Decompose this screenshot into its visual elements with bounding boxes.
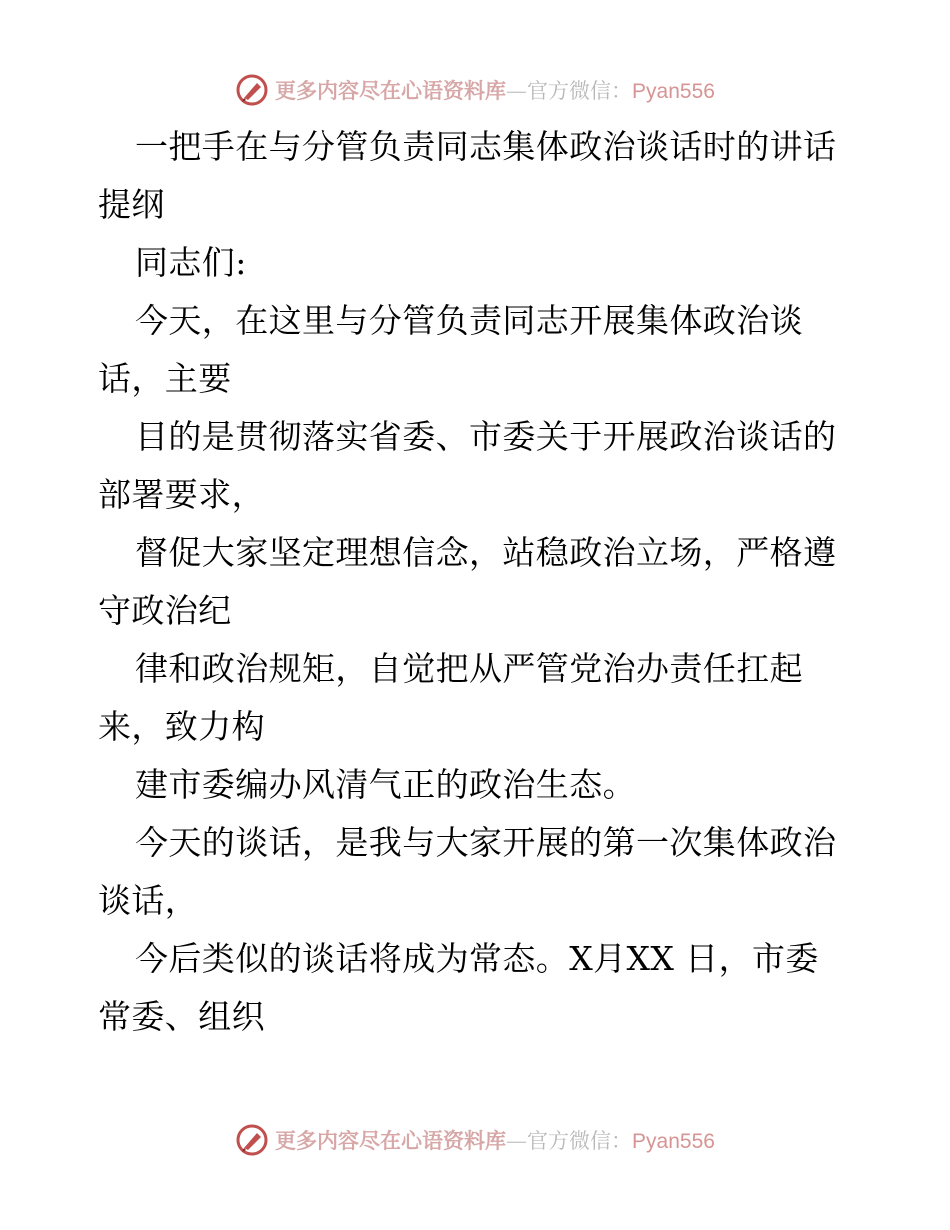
text-line: 话，主要 — [98, 359, 232, 398]
watermark-text — [275, 1125, 715, 1155]
watermark-dash: — — [506, 1129, 528, 1153]
watermark-wechat-id: Pyan556 — [632, 80, 715, 103]
header-watermark — [0, 70, 950, 110]
text-line: 谈话， — [98, 881, 199, 920]
watermark-site: 更多内容尽在心语资料库 — [275, 1128, 507, 1153]
text-line: 守政治纪 — [98, 591, 232, 630]
text-line: 同志们: — [135, 243, 247, 282]
watermark-dash: — — [506, 79, 528, 103]
text-line: 今后类似的谈话将成为常态。X月XX 日，市委 — [135, 939, 819, 978]
text-line: 今天的谈话，是我与大家开展的第一次集体政治 — [135, 823, 837, 862]
watermark-text — [275, 75, 715, 105]
document-title: 一把手在与分管负责同志集体政治谈话时的讲话 — [135, 127, 837, 166]
watermark-official-label: 官方微信： — [527, 1129, 633, 1153]
pen-logo-icon — [235, 73, 269, 107]
text-line: 建市委编办风清气正的政治生态。 — [135, 765, 636, 804]
watermark-official-label: 官方微信： — [527, 79, 633, 103]
pen-logo-icon — [235, 1123, 269, 1157]
text-line: 来，致力构 — [98, 707, 265, 746]
text-line: 律和政治规矩，自觉把从严管党治办责任扛起 — [135, 649, 803, 688]
document-title-continued: 提纲 — [98, 185, 165, 224]
text-line: 督促大家坚定理想信念，站稳政治立场，严格遵 — [135, 533, 837, 572]
text-line: 目的是贯彻落实省委、市委关于开展政治谈话的 — [135, 417, 837, 456]
footer-watermark — [0, 1120, 950, 1160]
document-body — [98, 118, 858, 1046]
text-line: 部署要求， — [98, 475, 265, 514]
text-line: 常委、组织 — [98, 997, 265, 1036]
watermark-wechat-id: Pyan556 — [632, 1130, 715, 1153]
text-line: 今天，在这里与分管负责同志开展集体政治谈 — [135, 301, 803, 340]
watermark-site: 更多内容尽在心语资料库 — [275, 78, 507, 103]
paragraph-lines — [98, 234, 858, 1046]
